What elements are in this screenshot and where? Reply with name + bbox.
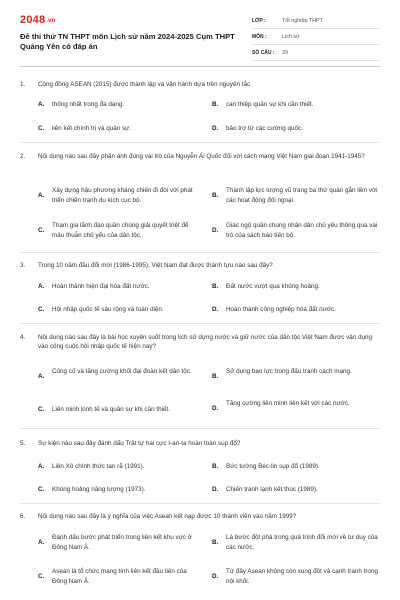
option-c[interactable] xyxy=(38,405,206,415)
option-c[interactable] xyxy=(38,567,202,586)
meta-value: 29 xyxy=(282,50,288,56)
option-letter: D. xyxy=(212,125,219,132)
question-5 xyxy=(20,439,382,448)
option-letter: C. xyxy=(38,306,45,313)
option-b[interactable] xyxy=(212,282,380,292)
meta-label: SỐ CÂU : xyxy=(252,50,275,56)
option-text: Liên minh kinh tế và quân sự khi cần thiết. xyxy=(52,406,170,413)
option-letter: A. xyxy=(38,539,45,546)
option-c[interactable] xyxy=(38,305,202,315)
question-1 xyxy=(20,80,382,89)
question-stem xyxy=(20,333,382,351)
meta-row-subject xyxy=(252,30,380,45)
exam-title: Đề thi thử TN THPT môn Lịch sử năm 2024-2025 Cụm THPT Quảng Yên có đáp án xyxy=(20,32,235,51)
option-text: Đánh dấu bước phát triển trong liên kết khu vực ở Đông Nam Á. xyxy=(52,534,192,551)
meta-row-count xyxy=(252,46,380,61)
question-4 xyxy=(20,333,382,351)
question-separator xyxy=(20,323,380,324)
question-text: Cộng đồng ASEAN (2015) được thành lập và vận hành dựa trên nguyên tắc xyxy=(38,81,251,88)
option-letter: A. xyxy=(38,101,45,108)
option-text: Hoàn thành hiện đại hóa đất nước. xyxy=(52,283,150,290)
site-logo[interactable] xyxy=(20,14,56,26)
option-c[interactable] xyxy=(38,124,198,134)
option-text: Xây dựng hậu phương kháng chiến đi đôi với phát triển chiến tranh du kích cục bộ. xyxy=(52,187,193,204)
option-text: Sử dụng bạo lực trong đấu tranh cách mạng. xyxy=(226,368,352,375)
question-text: Nội dung nào sau đây là bài học xuyên suốt trong lịch sử dựng nước và giữ nước của dân tộc Việt Nam được vận dụng vào công cuộc hội nhập quốc tế hiện nay? xyxy=(38,334,373,350)
option-letter: A. xyxy=(38,192,45,199)
option-c[interactable] xyxy=(38,485,202,495)
option-a[interactable] xyxy=(38,100,198,110)
option-letter: A. xyxy=(38,373,45,380)
option-a[interactable] xyxy=(38,533,202,552)
option-text: Giác ngộ quần chúng nhân dân chủ yếu thông qua vai trò của sách báo tiến bộ. xyxy=(226,222,378,239)
option-text: Thành lập lực lượng vũ trang ba thứ quân gắn liền với các hoạt động đối ngoại. xyxy=(226,187,378,204)
option-b[interactable] xyxy=(212,100,380,110)
question-separator xyxy=(20,252,380,253)
option-b[interactable] xyxy=(212,462,380,472)
question-separator xyxy=(20,428,380,429)
option-d[interactable] xyxy=(212,221,380,240)
option-b[interactable] xyxy=(212,367,380,380)
question-stem xyxy=(20,439,382,448)
meta-row-class xyxy=(252,14,380,29)
question-stem xyxy=(20,152,382,161)
option-d[interactable] xyxy=(212,399,380,412)
question-text: Nội dung nào sau đây là ý nghĩa của việc Asean kết nạp được 10 thành viên vào năm 1999? xyxy=(38,513,297,520)
logo-text: 2048 xyxy=(20,14,46,26)
option-c[interactable] xyxy=(38,221,202,240)
option-d[interactable] xyxy=(212,124,380,134)
question-stem xyxy=(20,80,382,89)
option-letter: D. xyxy=(212,405,219,412)
option-letter: B. xyxy=(212,463,219,470)
option-text: Hoàn thành công nghiệp hóa đất nước. xyxy=(226,306,336,313)
option-text: Tăng cường liên minh liên kết với các nước. xyxy=(226,400,350,407)
option-d[interactable] xyxy=(212,485,380,495)
option-text: Khủng hoảng năng lượng (1973). xyxy=(52,486,146,493)
option-text: Tham gia lãnh đạo quần chúng giải quyết triệt để mâu thuẫn chủ yếu của dân tộc. xyxy=(52,222,189,239)
option-b[interactable] xyxy=(212,186,380,205)
question-number: 1. xyxy=(20,81,26,88)
meta-label: LỚP : xyxy=(252,18,266,24)
option-d[interactable] xyxy=(212,305,380,315)
option-letter: B. xyxy=(212,373,219,380)
question-separator xyxy=(20,503,380,504)
option-letter: C. xyxy=(38,486,45,493)
question-number: 6. xyxy=(20,513,26,520)
option-letter: D. xyxy=(212,486,219,493)
question-2 xyxy=(20,152,382,161)
option-letter: B. xyxy=(212,539,219,546)
page-header xyxy=(0,0,400,64)
option-letter: C. xyxy=(38,406,45,413)
option-b[interactable] xyxy=(212,533,380,552)
question-separator xyxy=(20,142,380,143)
option-letter: C. xyxy=(38,573,45,580)
option-a[interactable] xyxy=(38,367,202,380)
option-text: Bức tường Béc-lin sụp đổ (1989). xyxy=(226,463,320,470)
question-number: 2. xyxy=(20,153,26,160)
option-text: Asean là tổ chức mang tính liên kết đầu tiên của Đông Nam Á. xyxy=(52,568,187,585)
option-text: Hội nhập quốc tế sâu rộng và toàn diện. xyxy=(52,306,164,313)
option-letter: B. xyxy=(212,283,219,290)
header-divider xyxy=(20,66,380,67)
option-letter: A. xyxy=(38,283,45,290)
question-3 xyxy=(20,261,382,270)
option-text: Từ đây Asean không còn xung đột và cạnh tranh trong nội khối. xyxy=(226,568,378,585)
option-letter: D. xyxy=(212,306,219,313)
question-6 xyxy=(20,512,382,521)
option-text: Đất nước vượt qua khủng hoảng. xyxy=(226,283,320,290)
question-text: Trong 10 năm đầu đổi mới (1986-1995), Việt Nam đạt được thành tựu nào sau đây? xyxy=(38,262,273,269)
question-number: 4. xyxy=(20,334,26,341)
option-text: thống nhất trong đa dạng. xyxy=(52,101,125,108)
option-text: Là bước đột phá trong quá trình đổi mới về tư duy của các nước. xyxy=(226,534,378,551)
option-text: can thiệp quân sự khi cần thiết. xyxy=(226,101,314,108)
option-d[interactable] xyxy=(212,567,380,586)
option-letter: B. xyxy=(212,101,219,108)
question-text: Nội dung nào sau đây phản ánh đúng vai trò của Nguyễn Ái Quốc đối với cách mạng Việt Nam giai đoạn 1941-1945? xyxy=(38,153,365,160)
meta-label: MÔN : xyxy=(252,34,267,40)
meta-value: Tốt nghiệp THPT xyxy=(282,18,323,24)
option-text: Củng cố và tăng cường khối đại đoàn kết dân tộc. xyxy=(52,368,192,375)
option-text: liên kết chính trị và quân sự. xyxy=(52,125,132,132)
option-letter: B. xyxy=(212,192,219,199)
option-letter: C. xyxy=(38,125,45,132)
question-number: 5. xyxy=(20,440,26,447)
meta-value: Lịch sử xyxy=(282,34,300,40)
question-stem xyxy=(20,261,382,270)
question-stem xyxy=(20,512,382,521)
exam-meta xyxy=(252,14,380,62)
question-number: 3. xyxy=(20,262,26,269)
option-letter: C. xyxy=(38,227,45,234)
option-text: Liên Xô chính thức tan rã (1991). xyxy=(52,463,145,470)
option-letter: A. xyxy=(38,463,45,470)
option-letter: D. xyxy=(212,227,219,234)
option-text: Chiến tranh lạnh kết thúc (1989). xyxy=(226,486,318,493)
option-a[interactable] xyxy=(38,462,202,472)
option-letter: D. xyxy=(212,573,219,580)
option-a[interactable] xyxy=(38,186,202,205)
question-text: Sự kiện nào sau đây đánh dấu Trật tự hai cực I-an-ta hoàn toàn sụp đổ? xyxy=(38,440,241,447)
logo-suffix: .vn xyxy=(46,18,56,24)
option-a[interactable] xyxy=(38,282,202,292)
option-text: bảo trợ từ các cường quốc. xyxy=(226,125,303,132)
